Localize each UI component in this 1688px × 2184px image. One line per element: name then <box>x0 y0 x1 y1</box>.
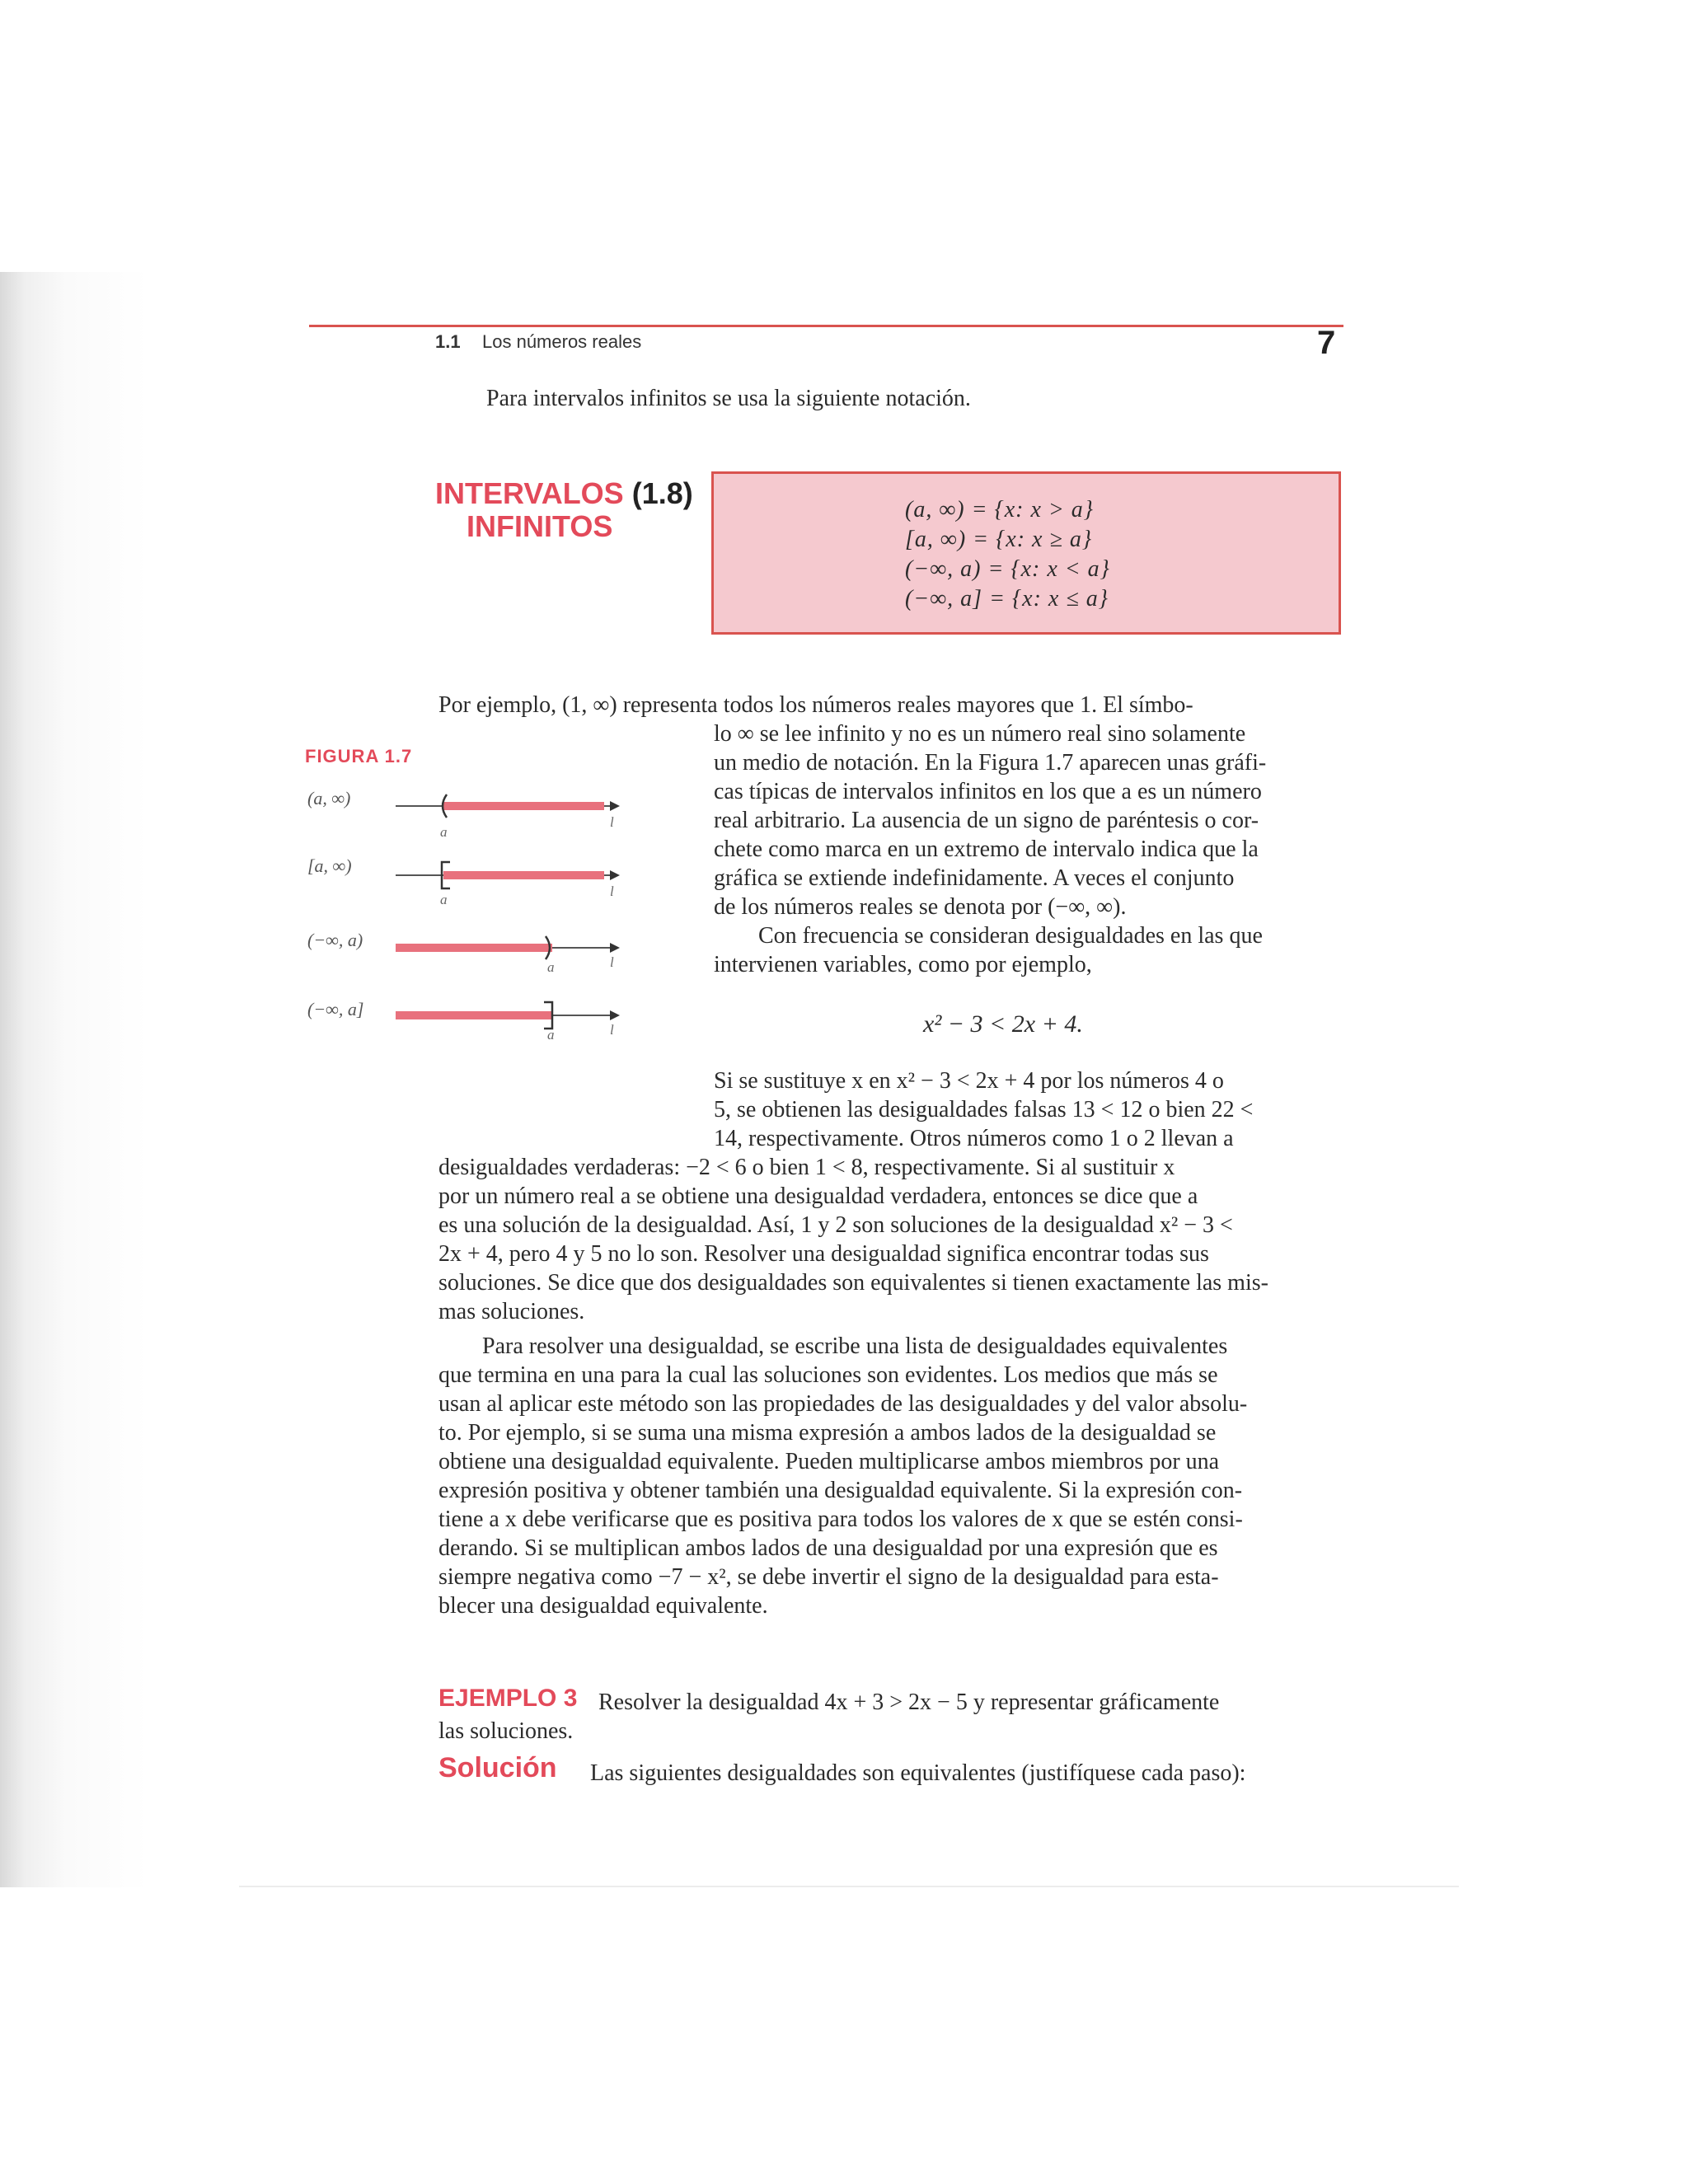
body-line: por un número real a se obtiene una desigualdad verdadera, entonces se dice que a <box>438 1183 1198 1209</box>
body-line: 5, se obtienen las desigualdades falsas 13 < 12 o bien 22 < <box>714 1097 1254 1122</box>
body-line: tiene a x debe verificarse que es positiva para todos los valores de x que se estén consi- <box>438 1507 1243 1532</box>
body-line: es una solución de la desigualdad. Así, 1 y 2 son soluciones de la desigualdad x² − 3 < <box>438 1212 1233 1238</box>
page-edge <box>239 1886 1459 1887</box>
axis-label: l <box>610 1022 614 1038</box>
interval-label: (−∞, a] <box>307 999 364 1019</box>
body-line: soluciones. Se dice que dos desigualdades son equivalentes si tienen exactamente las mis- <box>438 1270 1268 1296</box>
body-line: mas soluciones. <box>438 1299 585 1324</box>
interval-label: (−∞, a) <box>307 930 363 950</box>
example-text: Resolver la desigualdad 4x + 3 > 2x − 5 y representar gráficamente <box>598 1690 1220 1715</box>
body-line: Si se sustituye x en x² − 3 < 2x + 4 por los números 4 o <box>714 1068 1224 1094</box>
interval-graph-open-left <box>396 936 620 959</box>
body-line: obtiene una desigualdad equivalente. Pueden multiplicarse ambos miembros por una <box>438 1449 1220 1474</box>
interval-graphs <box>387 783 626 1030</box>
body-line: expresión positiva y obtener también una desigualdad equivalente. Si la expresión con- <box>438 1478 1243 1503</box>
body-line: 14, respectivamente. Otros números como 1 o 2 llevan a <box>714 1126 1234 1151</box>
example-text: las soluciones. <box>438 1718 574 1744</box>
point-label: a <box>440 892 448 907</box>
body-line: to. Por ejemplo, si se suma una misma expresión a ambos lados de la desigualdad se <box>438 1420 1217 1446</box>
body-line: cas típicas de intervalos infinitos en los que a es un número <box>714 779 1262 804</box>
body-line: Con frecuencia se consideran desigualdades en las que <box>758 923 1263 949</box>
section-number: 1.1 <box>435 331 461 352</box>
body-line: 2x + 4, pero 4 y 5 no lo son. Resolver una desigualdad significa encontrar todas sus <box>438 1241 1209 1267</box>
axis-label: l <box>610 814 614 830</box>
body-line: siempre negativa como −7 − x², se debe invertir el signo de la desigualdad para esta- <box>438 1564 1219 1590</box>
body-line: Para resolver una desigualdad, se escribe una lista de desigualdades equivalentes <box>482 1333 1228 1359</box>
body-line: de los números reales se denota por (−∞, ∞). <box>714 894 1127 920</box>
box-heading-line2: INFINITOS <box>467 509 613 543</box>
body-line: usan al aplicar este método son las propiedades de las desigualdades y del valor absolu- <box>438 1391 1248 1417</box>
page-number: 7 <box>1317 325 1336 361</box>
equation: x² − 3 < 2x + 4. <box>923 1010 1083 1038</box>
body-line: Por ejemplo, (1, ∞) representa todos los números reales mayores que 1. El símbo- <box>438 692 1193 718</box>
header-rule <box>309 325 1343 327</box>
box-heading-word: INTERVALOS <box>435 476 624 510</box>
point-label: a <box>547 959 555 975</box>
scan-shadow <box>0 272 239 1887</box>
body-line: lo ∞ se lee infinito y no es un número real sino solamente <box>714 721 1246 747</box>
box-heading-number: (1.8) <box>631 476 693 510</box>
axis-label: l <box>610 954 614 970</box>
interval-label: (a, ∞) <box>307 788 351 808</box>
point-label: a <box>440 824 448 840</box>
definition-line: [a, ∞) = {x: x ≥ a} <box>905 527 1093 552</box>
point-label: a <box>547 1027 555 1043</box>
definition-line: (a, ∞) = {x: x > a} <box>905 497 1094 523</box>
body-line: desigualdades verdaderas: −2 < 6 o bien 1 < 8, respectivamente. Si al sustituir x <box>438 1155 1175 1180</box>
body-line: chete como marca en un extremo de intervalo indica que la <box>714 837 1259 862</box>
box-heading-line1 <box>435 476 693 511</box>
definition-line: (−∞, a] = {x: x ≤ a} <box>905 586 1109 612</box>
definition-line: (−∞, a) = {x: x < a} <box>905 556 1110 582</box>
interval-graph-closed-left <box>396 1002 620 1029</box>
solution-tag: Solución <box>438 1752 557 1783</box>
solution-text: Las siguientes desigualdades son equivalentes (justifíquese cada paso): <box>590 1760 1246 1786</box>
intro-line: Para intervalos infinitos se usa la siguiente notación. <box>486 386 971 411</box>
definition-box <box>711 471 1341 635</box>
body-line: blecer una desigualdad equivalente. <box>438 1593 768 1619</box>
example-tag: EJEMPLO 3 <box>438 1685 578 1712</box>
body-line: un medio de notación. En la Figura 1.7 aparecen unas gráfi- <box>714 750 1267 776</box>
interval-graph-closed-right <box>396 862 620 888</box>
body-line: intervienen variables, como por ejemplo, <box>714 952 1092 977</box>
body-line: que termina en una para la cual las soluciones son evidentes. Los medios que más se <box>438 1362 1218 1388</box>
interval-graph-open-right <box>396 794 620 818</box>
body-line: derando. Si se multiplican ambos lados de una desigualdad por una expresión que es <box>438 1535 1218 1561</box>
figure-label: FIGURA 1.7 <box>305 746 413 766</box>
axis-label: l <box>610 883 614 899</box>
body-line: real arbitrario. La ausencia de un signo de paréntesis o cor- <box>714 808 1259 833</box>
interval-label: [a, ∞) <box>307 855 352 876</box>
body-line: gráfica se extiende indefinidamente. A veces el conjunto <box>714 865 1235 891</box>
section-title: Los números reales <box>482 331 642 352</box>
